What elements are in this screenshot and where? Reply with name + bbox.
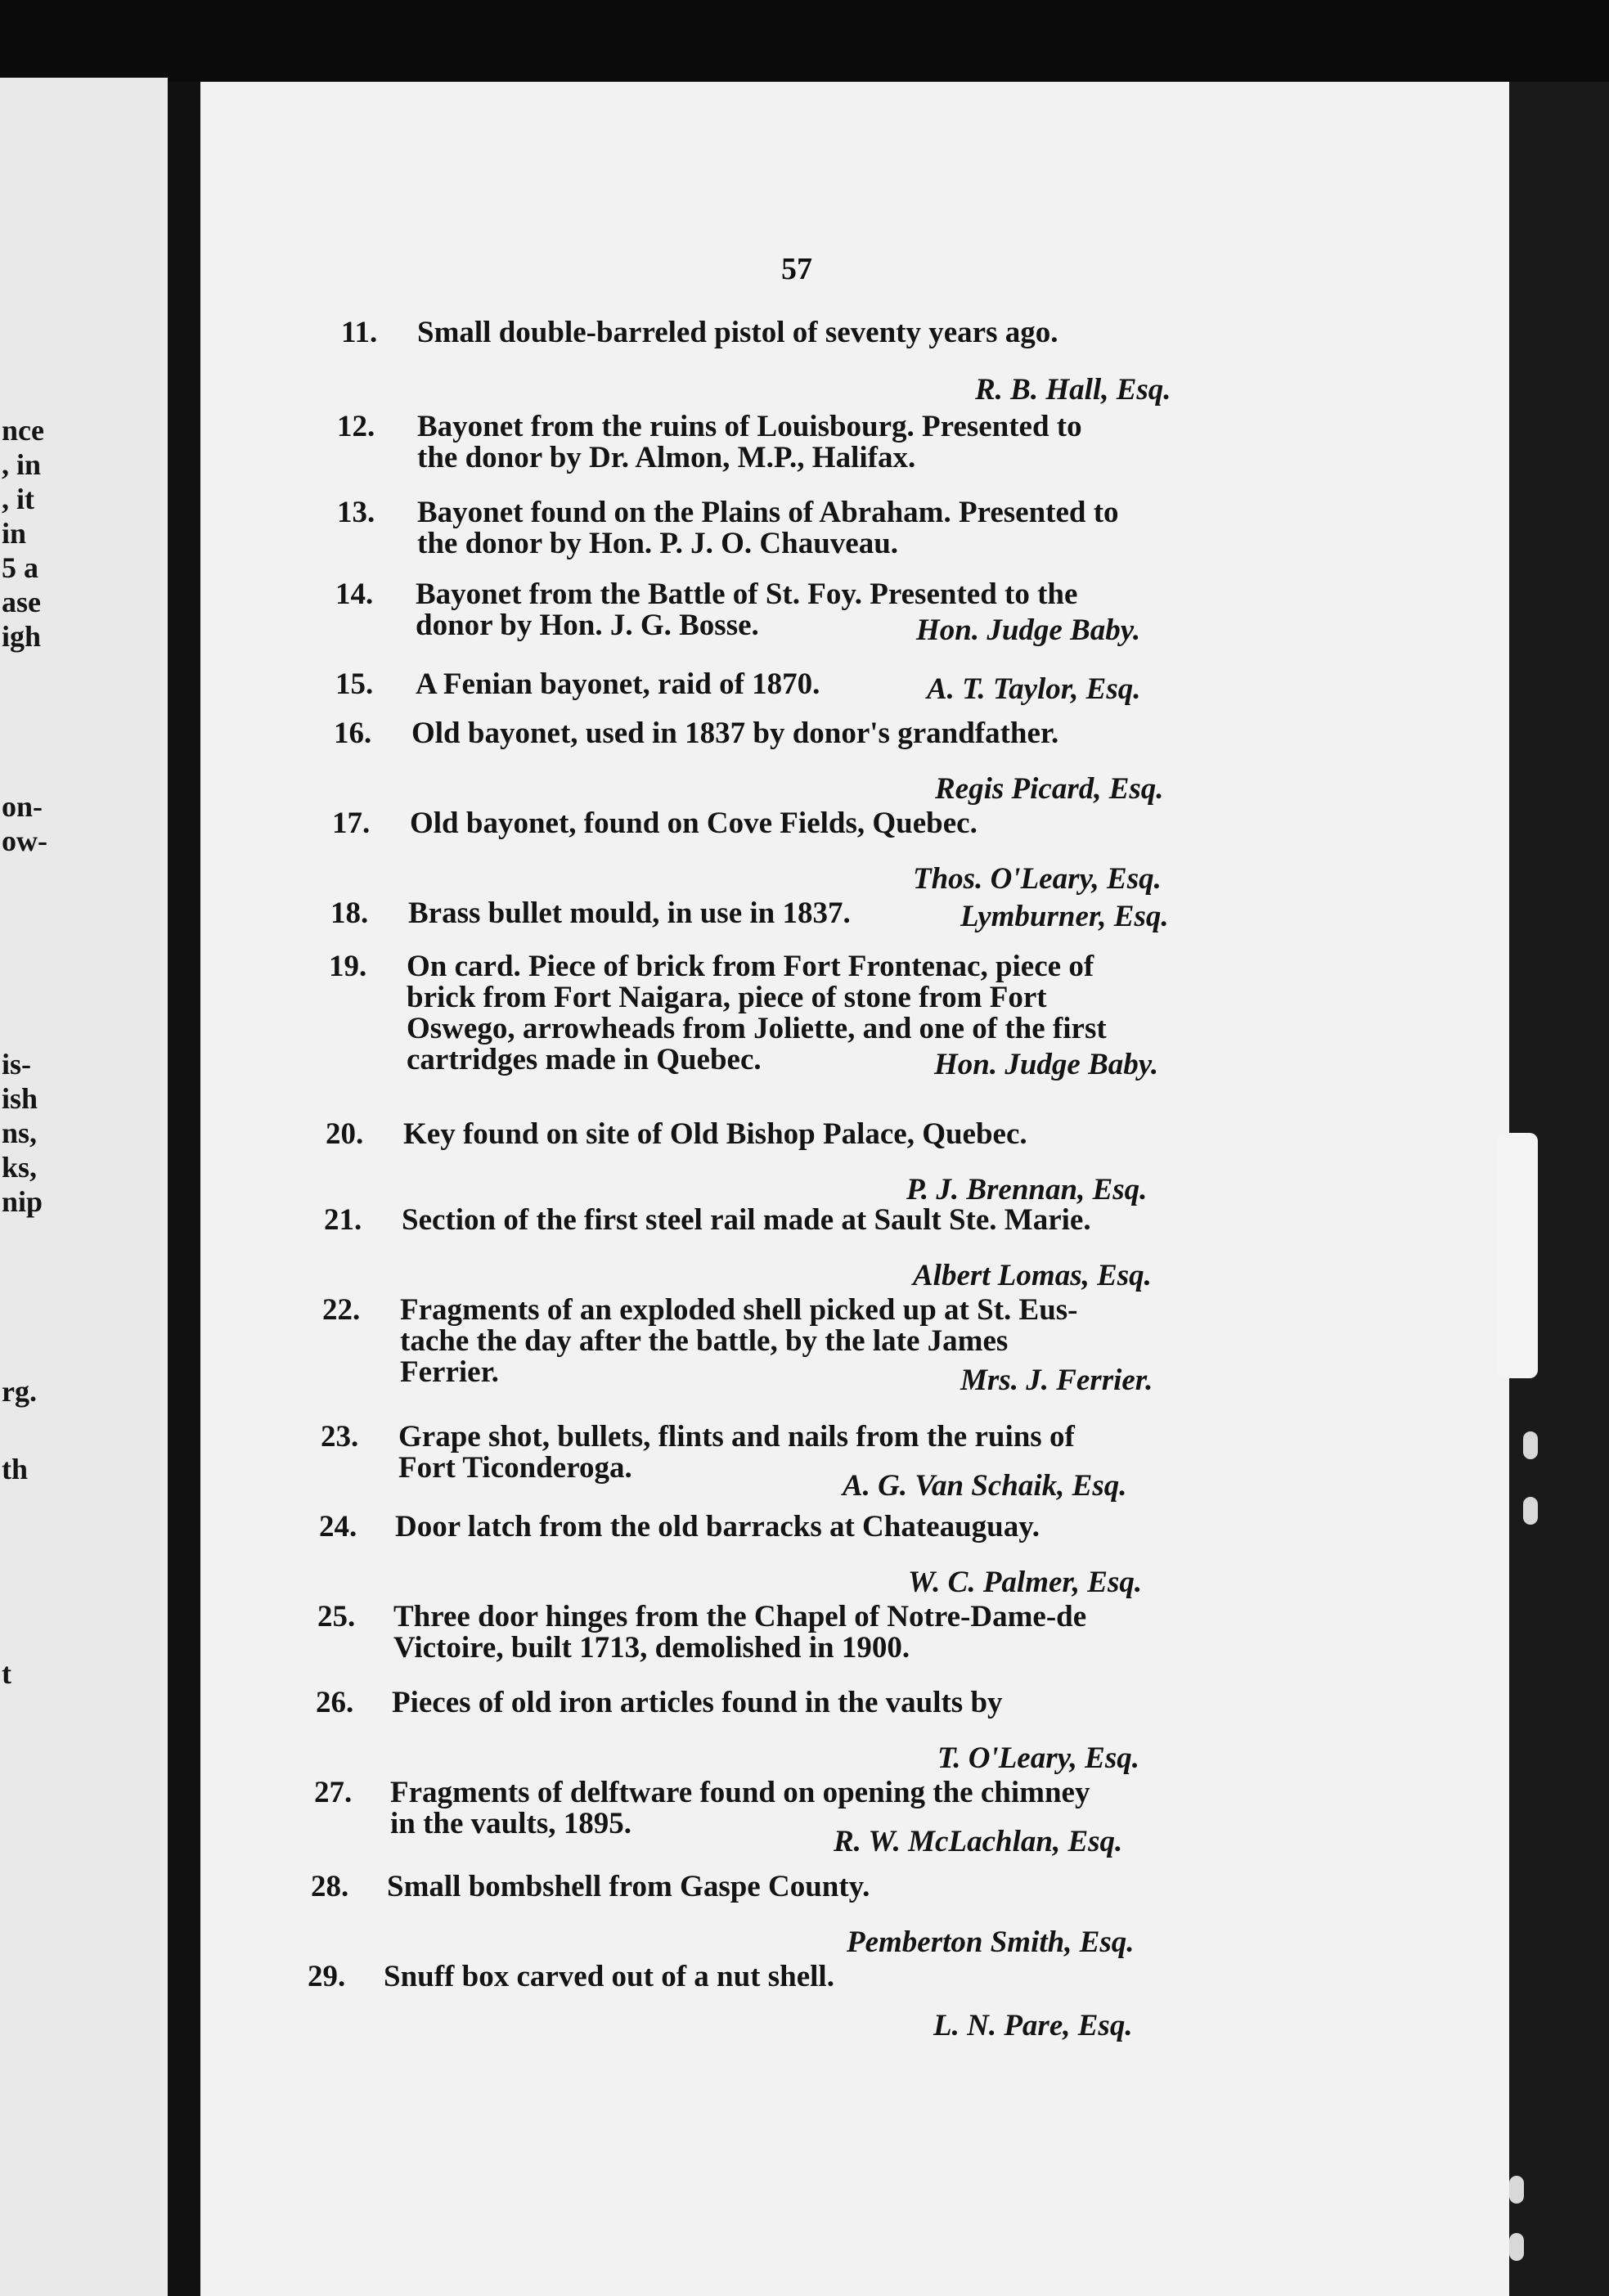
book-spine (168, 82, 200, 2296)
entry-text: the donor by Hon. P. J. O. Chauveau. (417, 527, 899, 560)
left-page-fragment: , in (2, 448, 42, 481)
donor-name: W. C. Palmer, Esq. (908, 1566, 1143, 1599)
entry-number: 12. (337, 410, 375, 443)
entry-text: On card. Piece of brick from Fort Frontenac, piece of (407, 950, 1094, 983)
left-page-fragment: ow- (2, 824, 47, 857)
binding-hole (1523, 1431, 1538, 1459)
entry-text: Fort Ticonderoga. (398, 1451, 632, 1485)
entry-number: 15. (335, 667, 374, 701)
donor-name: Thos. O'Leary, Esq. (913, 862, 1162, 896)
entry-text: Brass bullet mould, in use in 1837. (408, 896, 851, 930)
entry-number: 29. (308, 1960, 346, 1993)
binding-hole (1523, 1497, 1538, 1525)
donor-name: A. T. Taylor, Esq. (927, 672, 1141, 706)
donor-name: Albert Lomas, Esq. (913, 1259, 1152, 1292)
donor-name: R. B. Hall, Esq. (975, 373, 1171, 407)
donor-name: L. N. Pare, Esq. (933, 2009, 1133, 2042)
entry-number: 19. (329, 950, 367, 983)
entry-text: Grape shot, bullets, flints and nails from the ruins of (398, 1420, 1075, 1454)
entry-text: Snuff box carved out of a nut shell. (384, 1960, 834, 1993)
entry-text: Small double-barreled pistol of seventy years ago. (417, 316, 1058, 349)
entry-text: the donor by Dr. Almon, M.P., Halifax. (417, 441, 916, 474)
left-page-fragment: nce (2, 414, 44, 447)
entry-text: Pieces of old iron articles found in the vaults by (392, 1686, 1003, 1719)
left-page-fragment: ns, (2, 1117, 38, 1149)
entry-number: 28. (311, 1870, 349, 1903)
entry-text: Bayonet from the ruins of Louisbourg. Presented to (417, 410, 1082, 443)
page-tab (1497, 1133, 1538, 1378)
entry-text: A Fenian bayonet, raid of 1870. (416, 667, 820, 701)
entry-text: Old bayonet, used in 1837 by donor's grandfather. (411, 717, 1059, 750)
entry-number: 16. (334, 717, 372, 750)
left-page-fragment: , it (2, 483, 34, 515)
donor-name: A. G. Van Schaik, Esq. (843, 1469, 1127, 1503)
entry-number: 22. (322, 1293, 361, 1327)
entry-number: 13. (337, 496, 375, 529)
entry-text: Fragments of delftware found on opening the chimney (390, 1776, 1090, 1809)
entry-number: 11. (341, 316, 378, 349)
binding-hole (1509, 2176, 1524, 2204)
donor-name: Pemberton Smith, Esq. (847, 1925, 1135, 1959)
binding-hole (1509, 2233, 1524, 2261)
left-page-fragment: on- (2, 790, 43, 823)
left-page-fragment: is- (2, 1048, 31, 1081)
donor-name: T. O'Leary, Esq. (937, 1741, 1140, 1775)
donor-name: Hon. Judge Baby. (916, 613, 1141, 647)
entry-text: Ferrier. (400, 1355, 499, 1389)
entry-text: Old bayonet, found on Cove Fields, Quebec. (410, 807, 978, 840)
entry-number: 14. (335, 577, 374, 611)
entry-text: Oswego, arrowheads from Joliette, and one of the first (407, 1012, 1107, 1045)
entry-number: 27. (314, 1776, 353, 1809)
entry-text: Section of the first steel rail made at Sault Ste. Marie. (402, 1203, 1091, 1237)
entry-number: 23. (321, 1420, 359, 1454)
left-page (0, 78, 168, 2296)
left-page-fragment: 5 a (2, 551, 38, 584)
donor-name: Lymburner, Esq. (960, 900, 1169, 933)
entry-number: 20. (326, 1117, 364, 1151)
donor-name: Mrs. J. Ferrier. (960, 1364, 1153, 1397)
entry-number: 18. (330, 896, 369, 930)
left-page-fragment: igh (2, 620, 42, 653)
entry-number: 26. (316, 1686, 354, 1719)
left-page-fragment: th (2, 1453, 29, 1485)
entry-number: 25. (317, 1600, 356, 1633)
entry-text: Door latch from the old barracks at Chateauguay. (395, 1510, 1040, 1543)
entry-number: 24. (319, 1510, 357, 1543)
entry-text: Victoire, built 1713, demolished in 1900. (393, 1631, 910, 1665)
page-number: 57 (781, 252, 812, 286)
left-page-fragment: nip (2, 1185, 43, 1218)
left-page-fragment: ish (2, 1082, 38, 1115)
entry-text: cartridges made in Quebec. (407, 1043, 762, 1076)
entry-text: in the vaults, 1895. (390, 1807, 632, 1840)
entry-text: brick from Fort Naigara, piece of stone from Fort (407, 981, 1047, 1014)
entry-text: donor by Hon. J. G. Bosse. (416, 609, 759, 642)
donor-name: Hon. Judge Baby. (934, 1048, 1159, 1081)
left-page-fragment: rg. (2, 1375, 37, 1408)
left-page-fragment: t (2, 1657, 11, 1690)
entry-text: Bayonet found on the Plains of Abraham. Presented to (417, 496, 1119, 529)
entry-text: Bayonet from the Battle of St. Foy. Presented to the (416, 577, 1078, 611)
donor-name: Regis Picard, Esq. (935, 772, 1164, 806)
left-page-fragment: ase (2, 586, 41, 618)
entry-text: tache the day after the battle, by the late James (400, 1324, 1009, 1358)
entry-text: Small bombshell from Gaspe County. (387, 1870, 870, 1903)
entry-number: 17. (332, 807, 371, 840)
left-page-fragment: in (2, 517, 27, 550)
donor-name: R. W. McLachlan, Esq. (834, 1825, 1123, 1858)
entry-text: Key found on site of Old Bishop Palace, Quebec. (403, 1117, 1027, 1151)
entry-text: Fragments of an exploded shell picked up at St. Eus- (400, 1293, 1078, 1327)
donor-name: P. J. Brennan, Esq. (906, 1173, 1148, 1206)
left-page-fragment: ks, (2, 1151, 38, 1184)
entry-number: 21. (324, 1203, 362, 1237)
entry-text: Three door hinges from the Chapel of Notre-Dame-de (393, 1600, 1087, 1633)
